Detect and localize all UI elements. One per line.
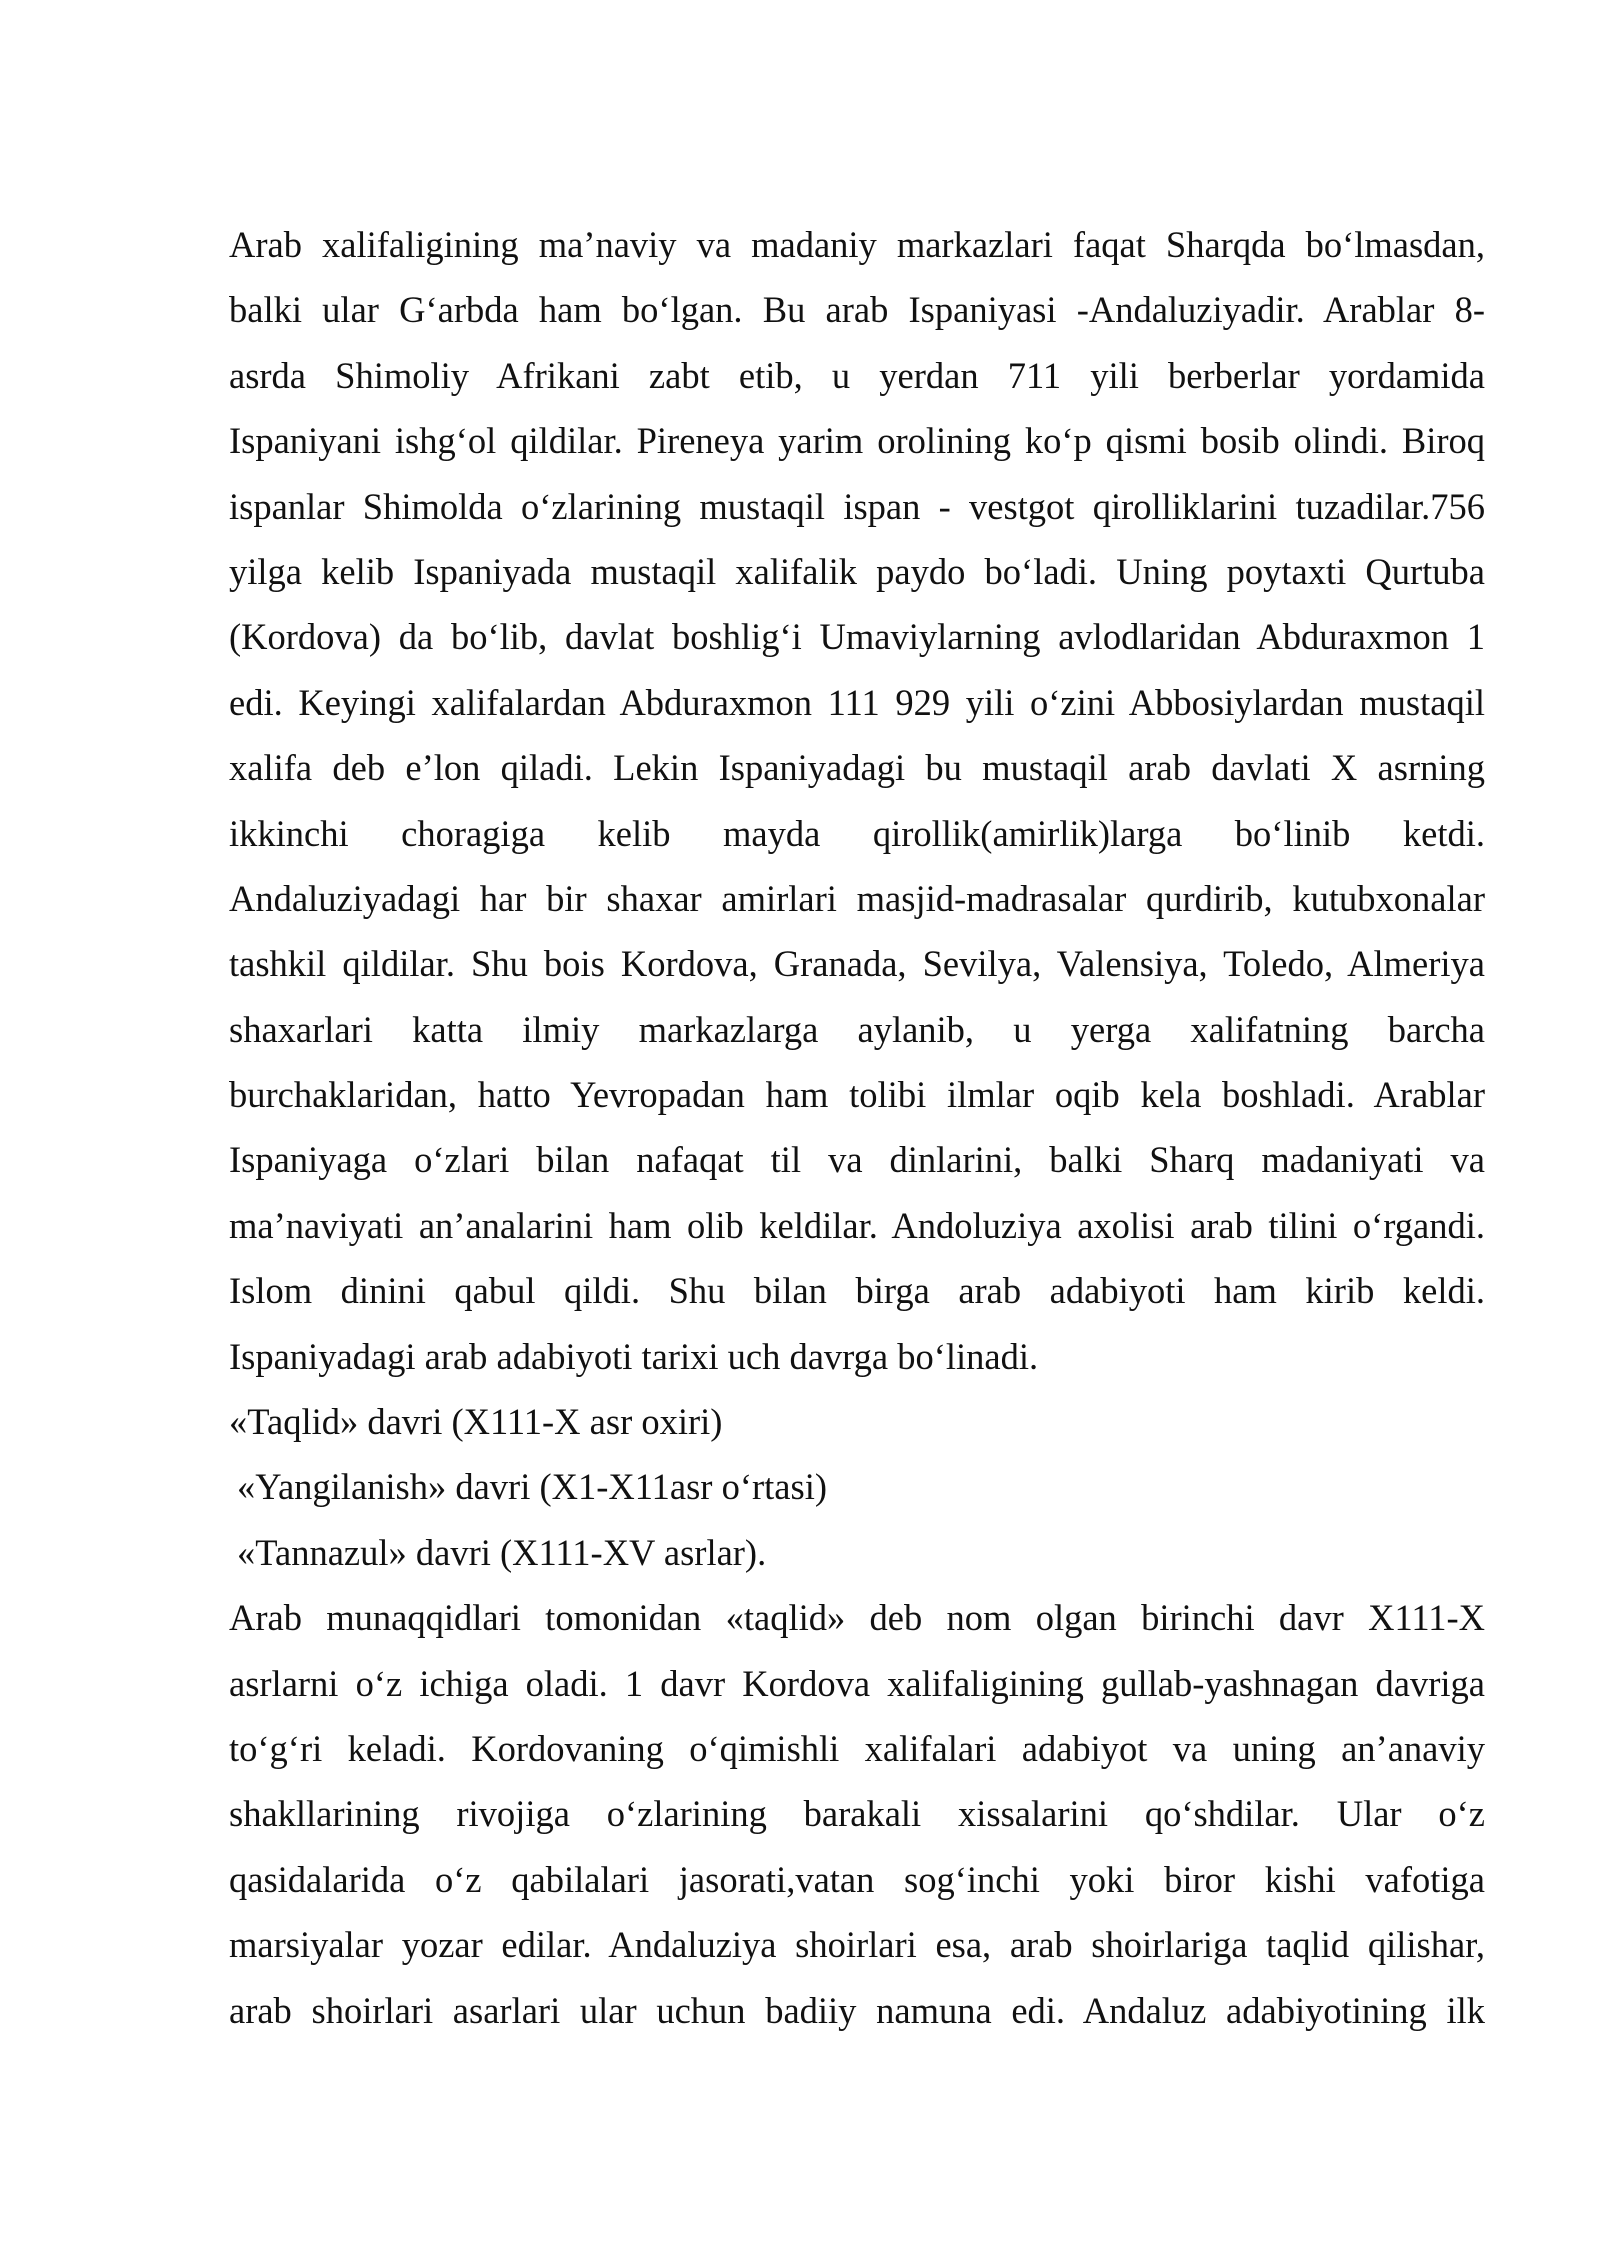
text-line: balki ular G‘arbda ham bo‘lgan. Bu arab Ispaniyasi -Andaluziyadir. Arablar 8-: [229, 289, 1485, 331]
text-line: to‘g‘ri keladi. Kordovaning o‘qimishli xalifalari adabiyot va uning an’anaviy: [229, 1727, 1485, 1769]
text-line: yilga kelib Ispaniyada mustaqil xalifalik paydo bo‘ladi. Uning poytaxti Qurtuba: [229, 550, 1485, 592]
text-line: burchaklaridan, hatto Yevropadan ham tolibi ilmlar oqib kela boshladi. Arablar: [229, 1074, 1485, 1116]
period-heading-taqlid: «Taqlid» davri (X111-X asr oxiri): [229, 1401, 723, 1443]
text-line: shaxarlari katta ilmiy markazlarga aylanib, u yerga xalifatning barcha: [229, 1008, 1485, 1050]
text-line: asrda Shimoliy Afrikani zabt etib, u yerdan 711 yili berberlar yordamida: [229, 354, 1485, 396]
text-line: asrlarni o‘z ichiga oladi. 1 davr Kordova xalifaligining gullab-yashnagan davriga: [229, 1662, 1485, 1704]
text-line: ma’naviyati an’analarini ham olib keldilar. Andoluziya axolisi arab tilini o‘rgandi.: [229, 1204, 1485, 1246]
text-line: tashkil qildilar. Shu bois Kordova, Granada, Sevilya, Valensiya, Toledo, Almeriya: [229, 943, 1485, 985]
text-line: Islom dinini qabul qildi. Shu bilan birga arab adabiyoti ham kirib keldi.: [229, 1270, 1485, 1312]
text-line: Arab xalifaligining ma’naviy va madaniy markazlari faqat Sharqda bo‘lmasdan,: [229, 224, 1485, 265]
period-heading-tannazul: «Tannazul» davri (X111-XV asrlar).: [237, 1531, 767, 1573]
text-line: marsiyalar yozar edilar. Andaluziya shoirlari esa, arab shoirlariga taqlid qilishar,: [229, 1924, 1485, 1966]
text-line: Ispaniyaga o‘zlari bilan nafaqat til va dinlarini, balki Sharq madaniyati va: [229, 1139, 1485, 1181]
text-line: edi. Keyingi xalifalardan Abduraxmon 111 929 yili o‘zini Abbosiylardan mustaqil: [229, 681, 1485, 723]
text-line: xalifa deb e’lon qiladi. Lekin Ispaniyadagi bu mustaqil arab davlati X asrning: [229, 747, 1485, 789]
text-line: Ispaniyani ishg‘ol qildilar. Pireneya yarim orolining ko‘p qismi bosib olindi. Biroq: [229, 420, 1485, 462]
text-line: ispanlar Shimolda o‘zlarining mustaqil ispan - vestgot qirolliklarini tuzadilar.756: [229, 485, 1485, 527]
body-text: [229, 212, 1485, 2043]
period-heading-yangilanish: «Yangilanish» davri (X1-X11asr o‘rtasi): [237, 1466, 827, 1508]
text-line: arab shoirlari asarlari ular uchun badiiy namuna edi. Andaluz adabiyotining ilk: [229, 1989, 1485, 2031]
text-line: ikkinchi choragiga kelib mayda qirollik(amirlik)larga bo‘linib ketdi.: [229, 812, 1485, 854]
text-line: (Kordova) da bo‘lib, davlat boshlig‘i Umaviylarning avlodlaridan Abduraxmon 1: [229, 616, 1485, 658]
text-line: qasidalarida o‘z qabilalari jasorati,vatan sog‘inchi yoki biror kishi vafotiga: [229, 1858, 1485, 1900]
text-line: Arab munaqqidlari tomonidan «taqlid» deb nom olgan birinchi davr X111-X: [229, 1597, 1485, 1639]
text-line: Ispaniyadagi arab adabiyoti tarixi uch davrga bo‘linadi.: [229, 1335, 1039, 1377]
text-line: shakllarining rivojiga o‘zlarining barakali xissalarini qo‘shdilar. Ular o‘z: [229, 1793, 1485, 1835]
text-line: Andaluziyadagi har bir shaxar amirlari masjid-madrasalar qurdirib, kutubxonalar: [229, 877, 1485, 919]
